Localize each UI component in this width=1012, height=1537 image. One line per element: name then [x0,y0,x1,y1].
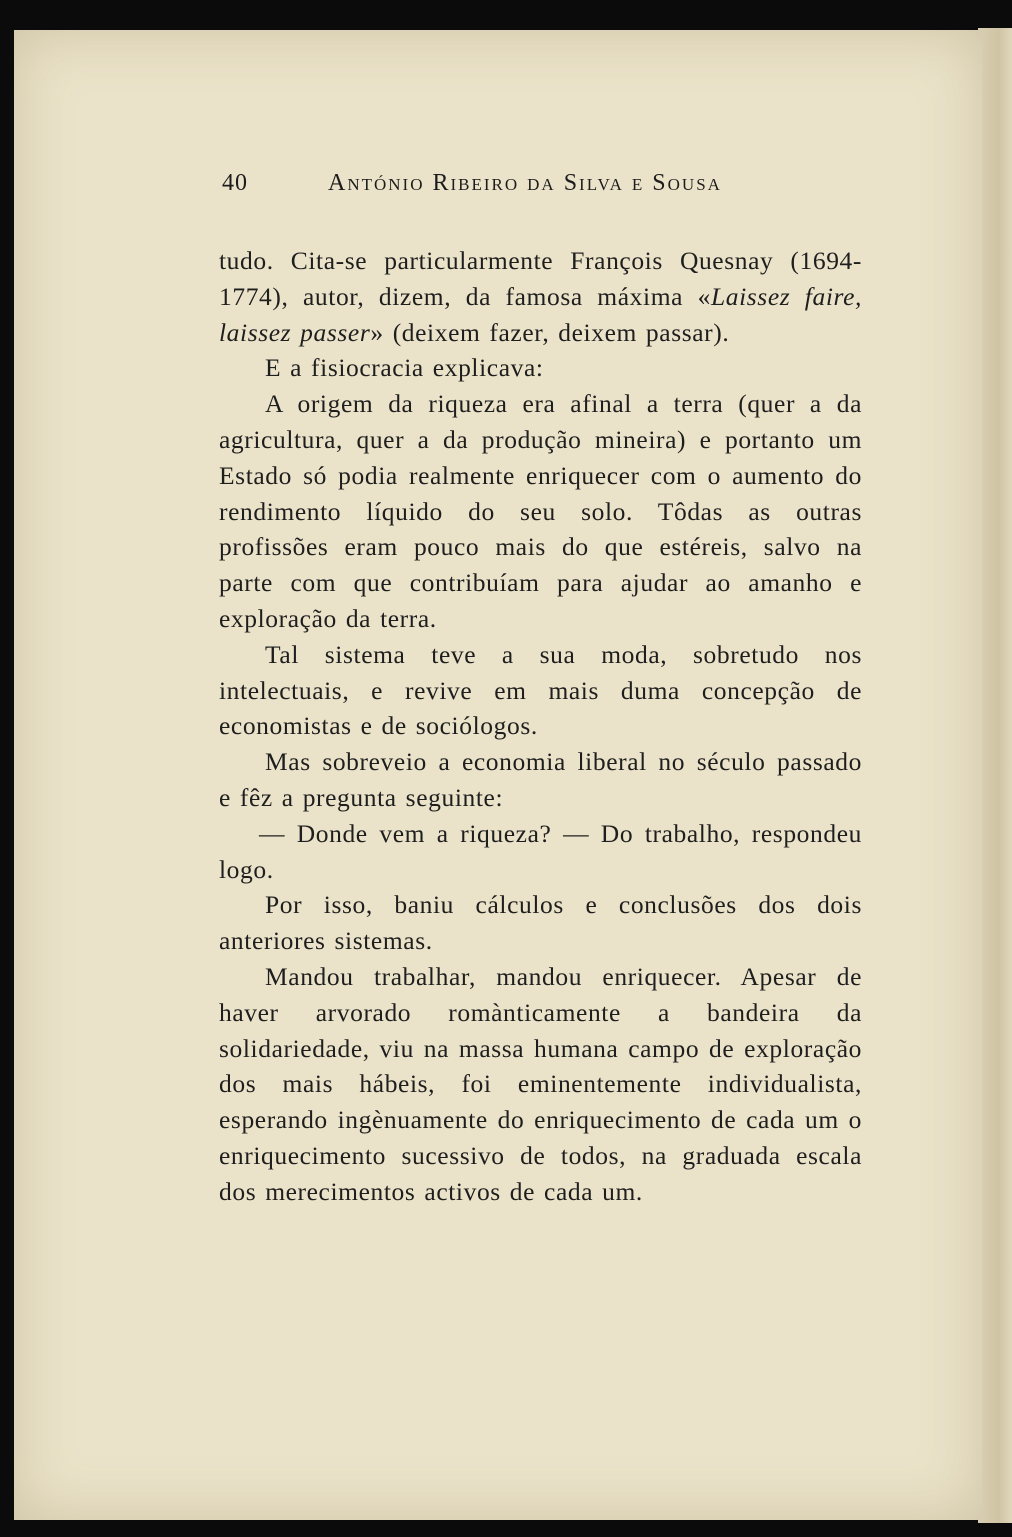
paragraph [219,243,862,350]
paragraph: E a fisiocracia explicava: [265,353,544,383]
paragraph: — Donde vem a riqueza? — Do trabalho, respondeu logo. [219,818,862,884]
paragraph: Por isso, baniu cálculos e conclusões dos dois anteriores sistemas. [219,890,862,956]
paragraph-text: tudo. Cita-se particularmente François Quesnay (1694-1774), autor, dizem, da famosa máxima « [219,246,862,311]
paragraph: Tal sistema teve a sua moda, sobretudo nos intelectuais, e revive em mais duma concepção de economistas e de sociólogos. [219,639,862,741]
paragraph: Mas sobreveio a economia liberal no século passado e fêz a pregunta seguinte: [219,747,862,812]
paragraph: A origem da riqueza era afinal a terra (quer a da agricultura, quer a da produção mineira) e portanto um Estado só podia realmente enriquecer com o aumento do rendimento líquido do seu solo. Tôdas as outras profissões eram pouco mais do que estéreis, salvo na parte com que contribuíam para ajudar ao amanho e exploração da terra. [219,389,862,633]
paragraph: Mandou trabalhar, mandou enriquecer. Apesar de haver arvorado romànticamente a bandeira da solidariedade, viu na massa humana campo de exploração dos mais hábeis, foi eminentemente individualista, esperando ingènuamente do enriquecimento de cada um o enriquecimento sucessivo de todos, na graduada escala dos merecimentos activos de cada um. [219,961,862,1206]
page-edge [978,28,1012,1523]
italic-quote: Laissez faire, laissez passer [219,281,862,347]
paragraph-text: » (deixem fazer, deixem passar). [370,317,730,347]
body-text [219,243,862,1210]
running-title: António Ribeiro da Silva e Sousa [328,170,722,196]
page-number: 40 [222,170,248,196]
